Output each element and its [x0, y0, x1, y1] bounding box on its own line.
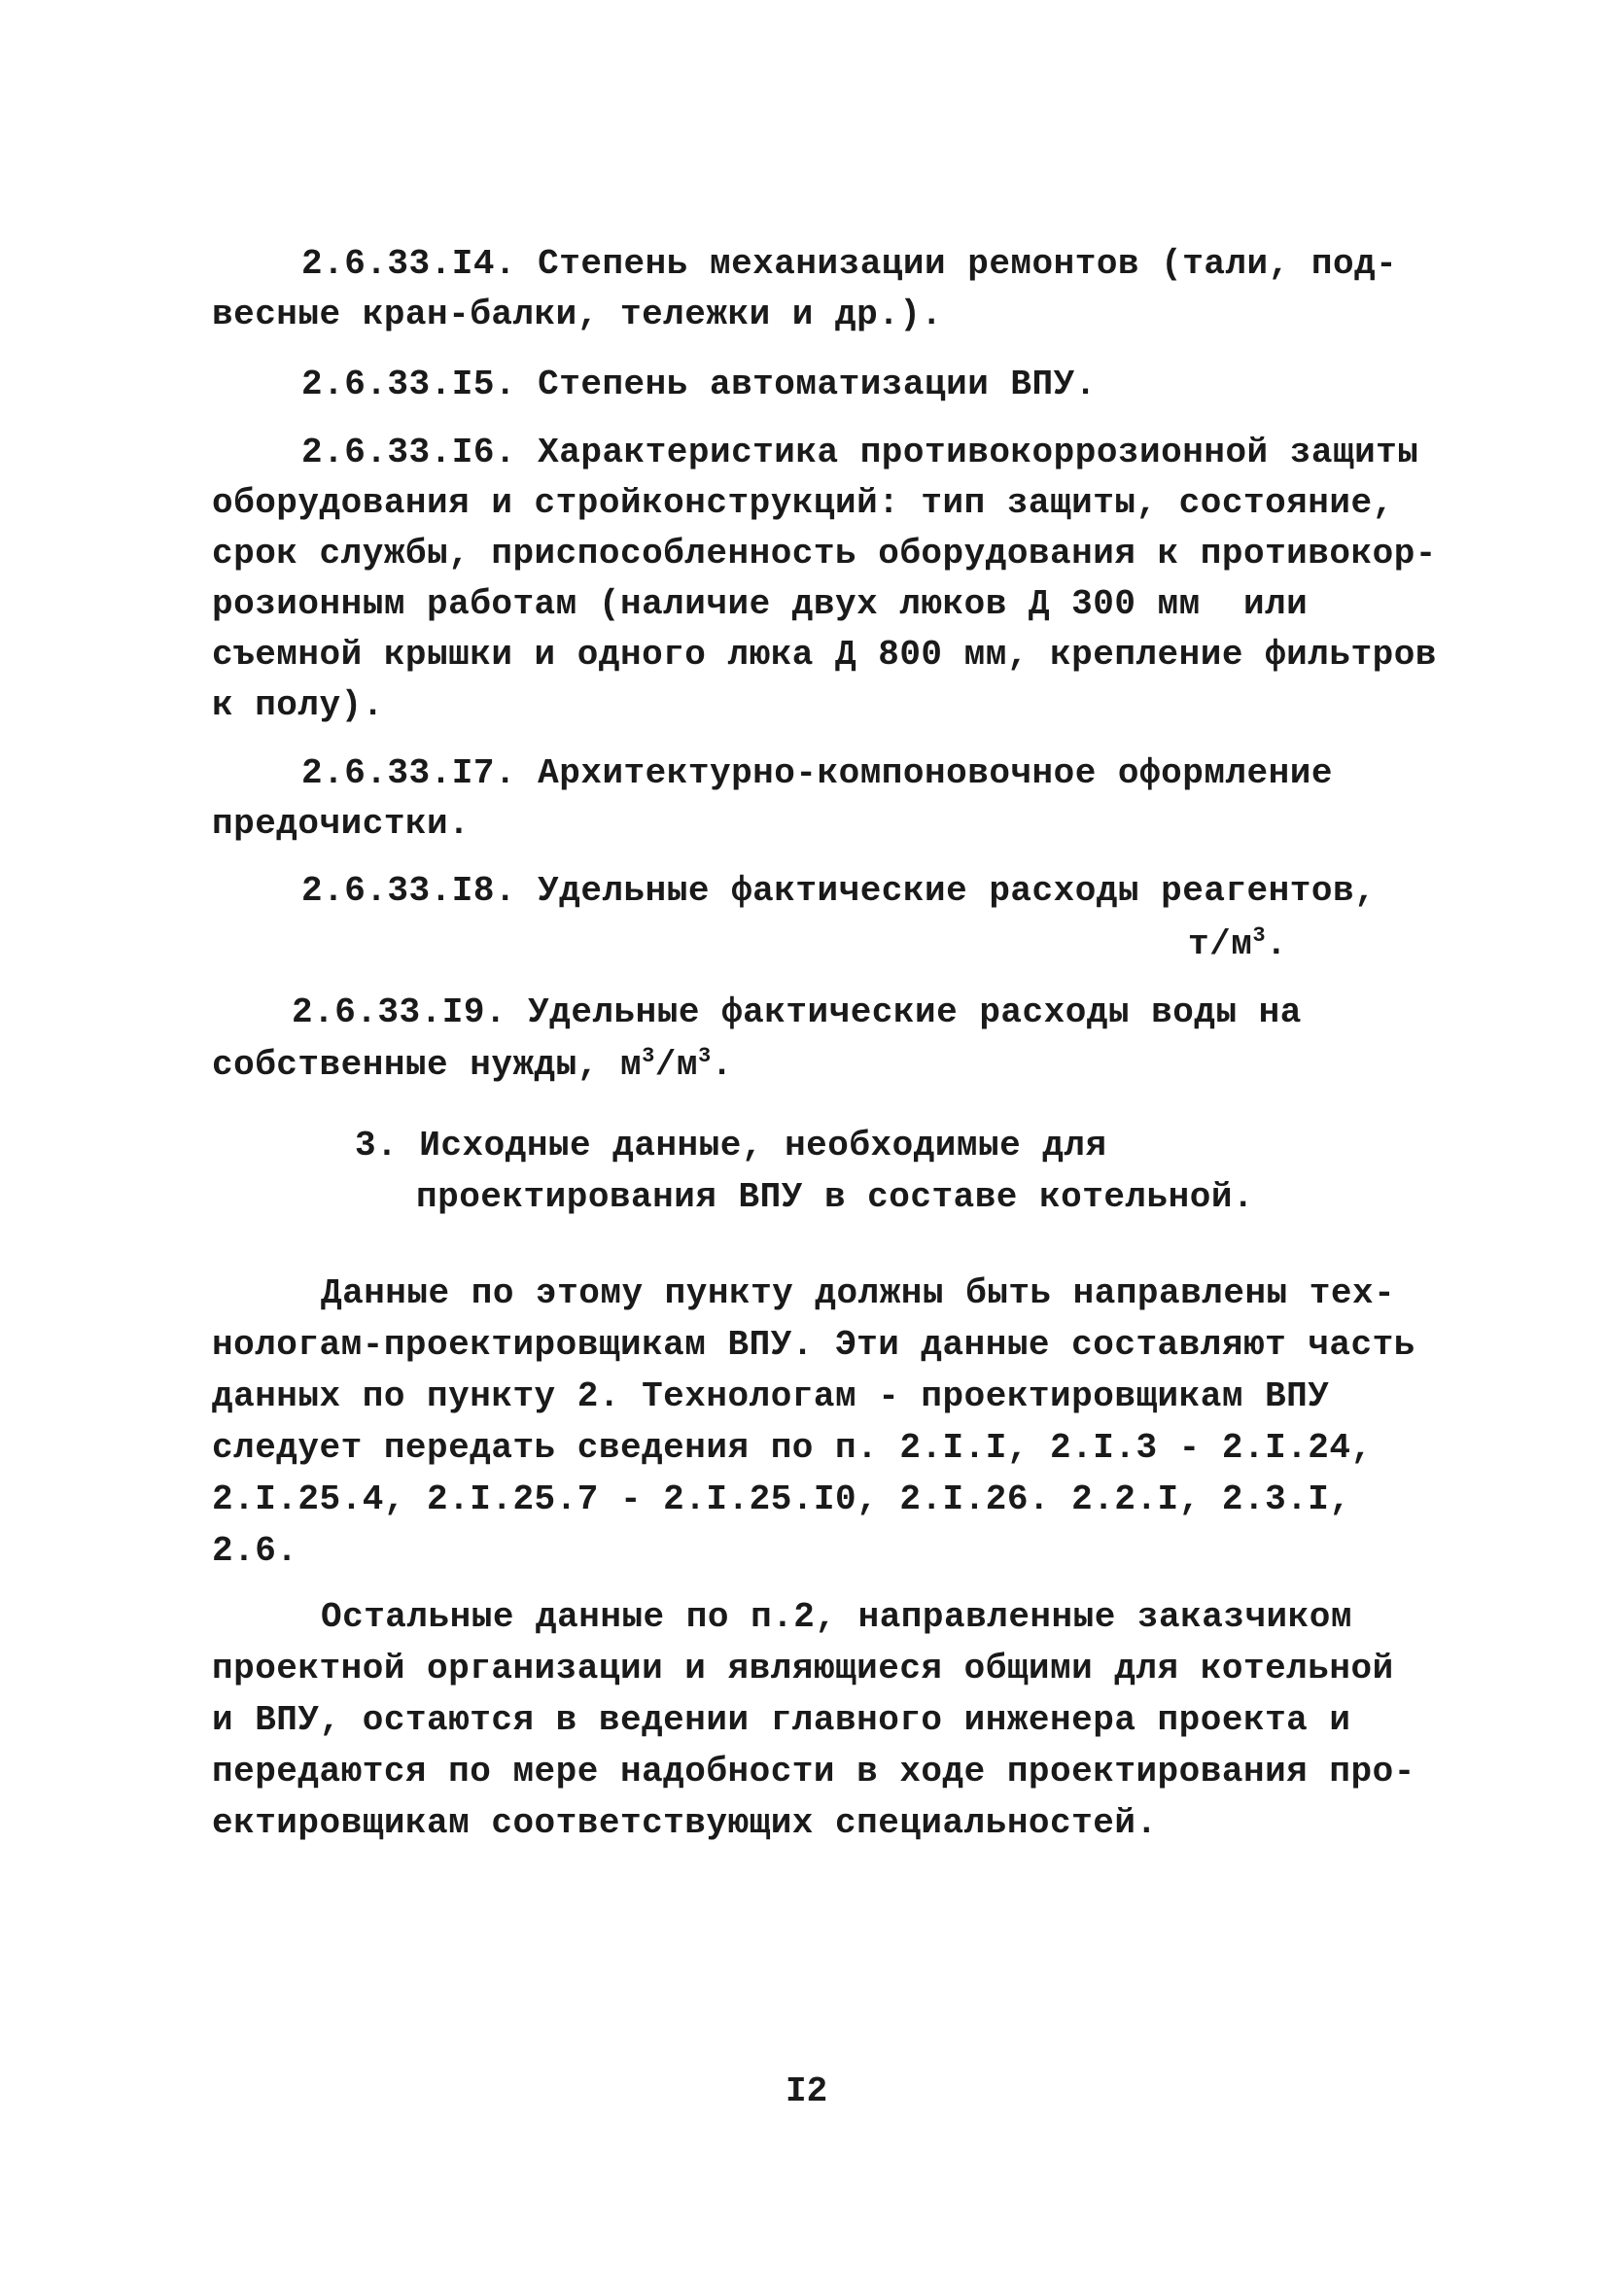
item-19-line-2-mid: /м: [654, 1045, 698, 1085]
item-19-line-2-text: собственные нужды, м: [212, 1045, 643, 1085]
item-16-line-3: срок службы, приспособленность оборудования к противокор-: [212, 534, 1437, 574]
item-16-line-6: к полу).: [212, 685, 384, 725]
item-16-line-1: 2.6.33.I6. Характеристика противокоррозионной защиты: [301, 433, 1419, 472]
paragraph-1-line-4: следует передать сведения по п. 2.I.I, 2.I.3 - 2.I.24,: [212, 1428, 1373, 1468]
item-14-line-2: весные кран-балки, тележки и др.).: [212, 295, 943, 334]
item-19-sup-2: 3: [698, 1044, 712, 1068]
item-14-line-1: 2.6.33.I4. Степень механизации ремонтов (тали, под-: [301, 244, 1398, 284]
item-19-line-1: 2.6.33.I9. Удельные фактические расходы воды на: [292, 992, 1302, 1032]
paragraph-1-line-6: 2.6.: [212, 1531, 298, 1571]
item-17-line-1: 2.6.33.I7. Архитектурно-компоновочное оформление: [301, 753, 1333, 793]
item-18-unit-base: т/м: [1188, 924, 1253, 964]
item-18-unit-tail: .: [1266, 924, 1288, 964]
section-heading-line-1: 3. Исходные данные, необходимые для: [355, 1126, 1107, 1165]
item-17-line-2: предочистки.: [212, 804, 471, 844]
item-18-unit: [1188, 922, 1287, 968]
page-number: I2: [786, 2071, 828, 2111]
item-16-line-4: розионным работам (наличие двух люков Д 300 мм или: [212, 584, 1309, 624]
paragraph-1-line-3: данных по пункту 2. Технологам - проектировщикам ВПУ: [212, 1376, 1330, 1416]
item-16-line-5: съемной крышки и одного люка Д 800 мм, крепление фильтров: [212, 635, 1437, 675]
item-16-line-2: оборудования и стройконструкций: тип защиты, состояние,: [212, 483, 1394, 523]
paragraph-1-line-1: Данные по этому пункту должны быть направлены тех-: [321, 1273, 1396, 1313]
paragraph-1-line-2: нологам-проектировщикам ВПУ. Эти данные составляют часть: [212, 1325, 1415, 1365]
item-18-line-1: 2.6.33.I8. Удельные фактические расходы реагентов,: [301, 871, 1377, 911]
paragraph-2-line-5: ектировщикам соответствующих специальностей.: [212, 1803, 1158, 1843]
item-19-line-2: [212, 1042, 733, 1089]
item-19-line-2-tail: .: [711, 1045, 733, 1085]
section-heading-line-2: проектирования ВПУ в составе котельной.: [416, 1177, 1255, 1217]
item-18-unit-sup: 3: [1252, 923, 1267, 948]
paragraph-2-line-2: проектной организации и являющиеся общими для котельной: [212, 1649, 1394, 1688]
paragraph-2-line-3: и ВПУ, остаются в ведении главного инженера проекта и: [212, 1700, 1351, 1740]
paragraph-2-line-1: Остальные данные по п.2, направленные заказчиком: [321, 1597, 1352, 1637]
paragraph-2-line-4: передаются по мере надобности в ходе проектирования про-: [212, 1752, 1415, 1792]
paragraph-1-line-5: 2.I.25.4, 2.I.25.7 - 2.I.25.I0, 2.I.26. 2.2.I, 2.3.I,: [212, 1479, 1351, 1519]
item-15-line-1: 2.6.33.I5. Степень автоматизации ВПУ.: [301, 365, 1097, 404]
item-19-sup-1: 3: [642, 1044, 655, 1068]
